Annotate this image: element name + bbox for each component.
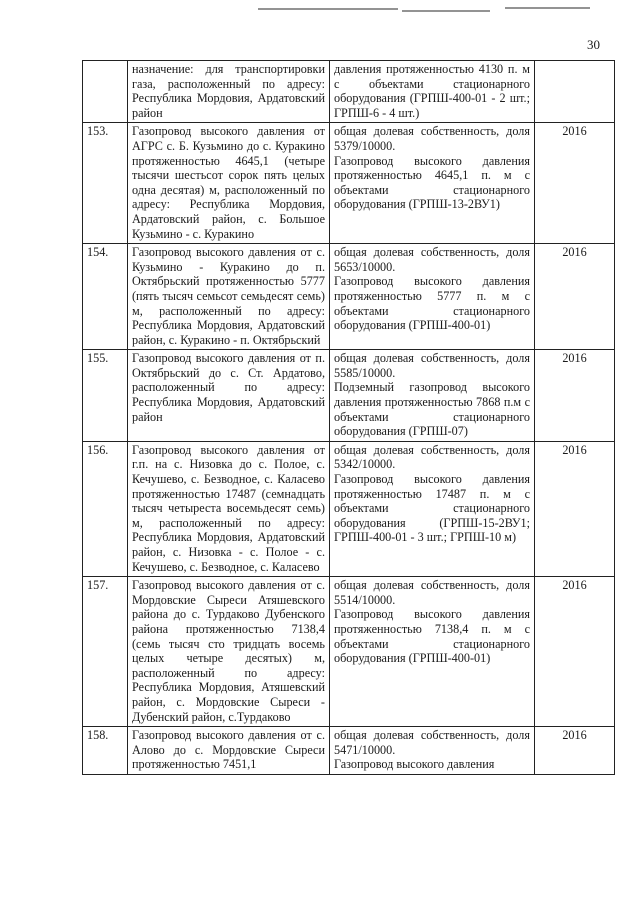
row-number: 155. bbox=[83, 350, 128, 442]
object-description: Газопровод высокого давления от с. Мордовские Сыреси Атяшевского района до с. Турдаково Дубенского района протяженностью 7138,4 (семь тысяч сто тридцать восемь целых четыре десятых) м, расположенный по адресу: Республика Мордовия, Атяшевский район, с. Мордовские Сыреси - Дубенский район, с.Турдаково bbox=[128, 577, 330, 727]
table-row bbox=[83, 123, 615, 244]
object-description: назначение: для транспортировки газа, расположенный по адресу: Республика Мордовия, Ардатовский район bbox=[128, 61, 330, 123]
right-share: общая долевая собственность, доля 5514/10000. bbox=[334, 578, 530, 607]
registration-year: 2016 bbox=[535, 441, 615, 576]
right-description bbox=[330, 577, 535, 727]
right-text: Газопровод высокого давления протяженностью 4645,1 п. м с объектами стационарного оборудования (ГРПШ-13-2ВУ1) bbox=[334, 153, 530, 212]
right-description bbox=[330, 61, 535, 123]
right-description bbox=[330, 123, 535, 244]
right-text: Газопровод высокого давления протяженностью 17487 п. м с объектами стационарного оборудования (ГРПШ-15-2ВУ1; ГРПШ-400-01 - 3 шт.; ГРПШ-10 м) bbox=[334, 472, 530, 545]
object-description: Газопровод высокого давления от АГРС с. Б. Кузьмино до с. Куракино протяженностью 4645,1 (четыре тысячи шестьсот сорок пять целых одна десятая) м, расположенный по адресу: Республика Мордовия, Ардатовский район, с. Большое Кузьмино - с. Куракино bbox=[128, 123, 330, 244]
row-number: 153. bbox=[83, 123, 128, 244]
right-text: давления протяженностью 4130 п. м с объектами стационарного оборудования (ГРПШ-400-01 - 2 шт.; ГРПШ-6 - 4 шт.) bbox=[334, 62, 530, 120]
object-description: Газопровод высокого давления от с. Кузьмино - Куракино до п. Октябрьский протяженностью 5777 (пять тысяч семьсот семьдесят семь) м, расположенный по адресу: Республика Мордовия, Ардатовский район, с. Куракино - п. Октябрьский bbox=[128, 244, 330, 350]
object-description: Газопровод высокого давления от п. Октябрьский до с. Ст. Ардатово, расположенный по адресу: Республика Мордовия, Ардатовский район bbox=[128, 350, 330, 442]
table-row bbox=[83, 727, 615, 775]
object-description: Газопровод высокого давления от с. Алово до с. Мордовские Сыреси протяженностью 7451,1 bbox=[128, 727, 330, 775]
right-share: общая долевая собственность, доля 5342/10000. bbox=[334, 442, 530, 472]
right-share: общая долевая собственность, доля 5379/10000. bbox=[334, 124, 530, 153]
right-text: Подземный газопровод высокого давления протяженностью 7868 п.м с объектами стационарного оборудования (ГРПШ-07) bbox=[334, 380, 530, 439]
object-description: Газопровод высокого давления от г.п. на с. Низовка до с. Полое, с. Кечушево, с. Безводное, с. Каласево протяженностью 17487 (семнадцать тысяч четыреста восемьдесят семь) м, расположенный по адресу: Республика Мордовия, Ардатовский район, с. Низовка - с. Полое - с. Кечушево, с. Безводное, с. Каласево bbox=[128, 441, 330, 576]
registration-year: 2016 bbox=[535, 244, 615, 350]
right-description bbox=[330, 244, 535, 350]
row-number: 157. bbox=[83, 577, 128, 727]
registration-year: 2016 bbox=[535, 123, 615, 244]
table-row bbox=[83, 61, 615, 123]
page-number: 30 bbox=[587, 37, 600, 52]
scan-artifact-line bbox=[258, 8, 398, 10]
row-number bbox=[83, 61, 128, 123]
right-text: Газопровод высокого давления протяженностью 7138,4 п. м с объектами стационарного оборудования (ГРПШ-400-01) bbox=[334, 607, 530, 666]
right-description bbox=[330, 727, 535, 775]
table-row bbox=[83, 244, 615, 350]
right-description bbox=[330, 350, 535, 442]
registration-year: 2016 bbox=[535, 577, 615, 727]
right-description bbox=[330, 441, 535, 576]
registration-year: 2016 bbox=[535, 727, 615, 775]
right-share: общая долевая собственность, доля 5585/10000. bbox=[334, 351, 530, 380]
scan-artifact-line bbox=[505, 7, 590, 9]
row-number: 158. bbox=[83, 727, 128, 775]
registration-year: 2016 bbox=[535, 350, 615, 442]
scan-artifact-line bbox=[402, 10, 490, 12]
right-share: общая долевая собственность, доля 5471/10000. bbox=[334, 728, 530, 757]
row-number: 156. bbox=[83, 441, 128, 576]
table-row bbox=[83, 441, 615, 576]
row-number: 154. bbox=[83, 244, 128, 350]
right-share: общая долевая собственность, доля 5653/10000. bbox=[334, 245, 530, 274]
table-row bbox=[83, 577, 615, 727]
registration-year bbox=[535, 61, 615, 123]
right-text: Газопровод высокого давления протяженностью 5777 п. м с объектами стационарного оборудования (ГРПШ-400-01) bbox=[334, 274, 530, 333]
table-row bbox=[83, 350, 615, 442]
right-text: Газопровод высокого давления bbox=[334, 757, 495, 772]
property-table bbox=[82, 60, 615, 775]
